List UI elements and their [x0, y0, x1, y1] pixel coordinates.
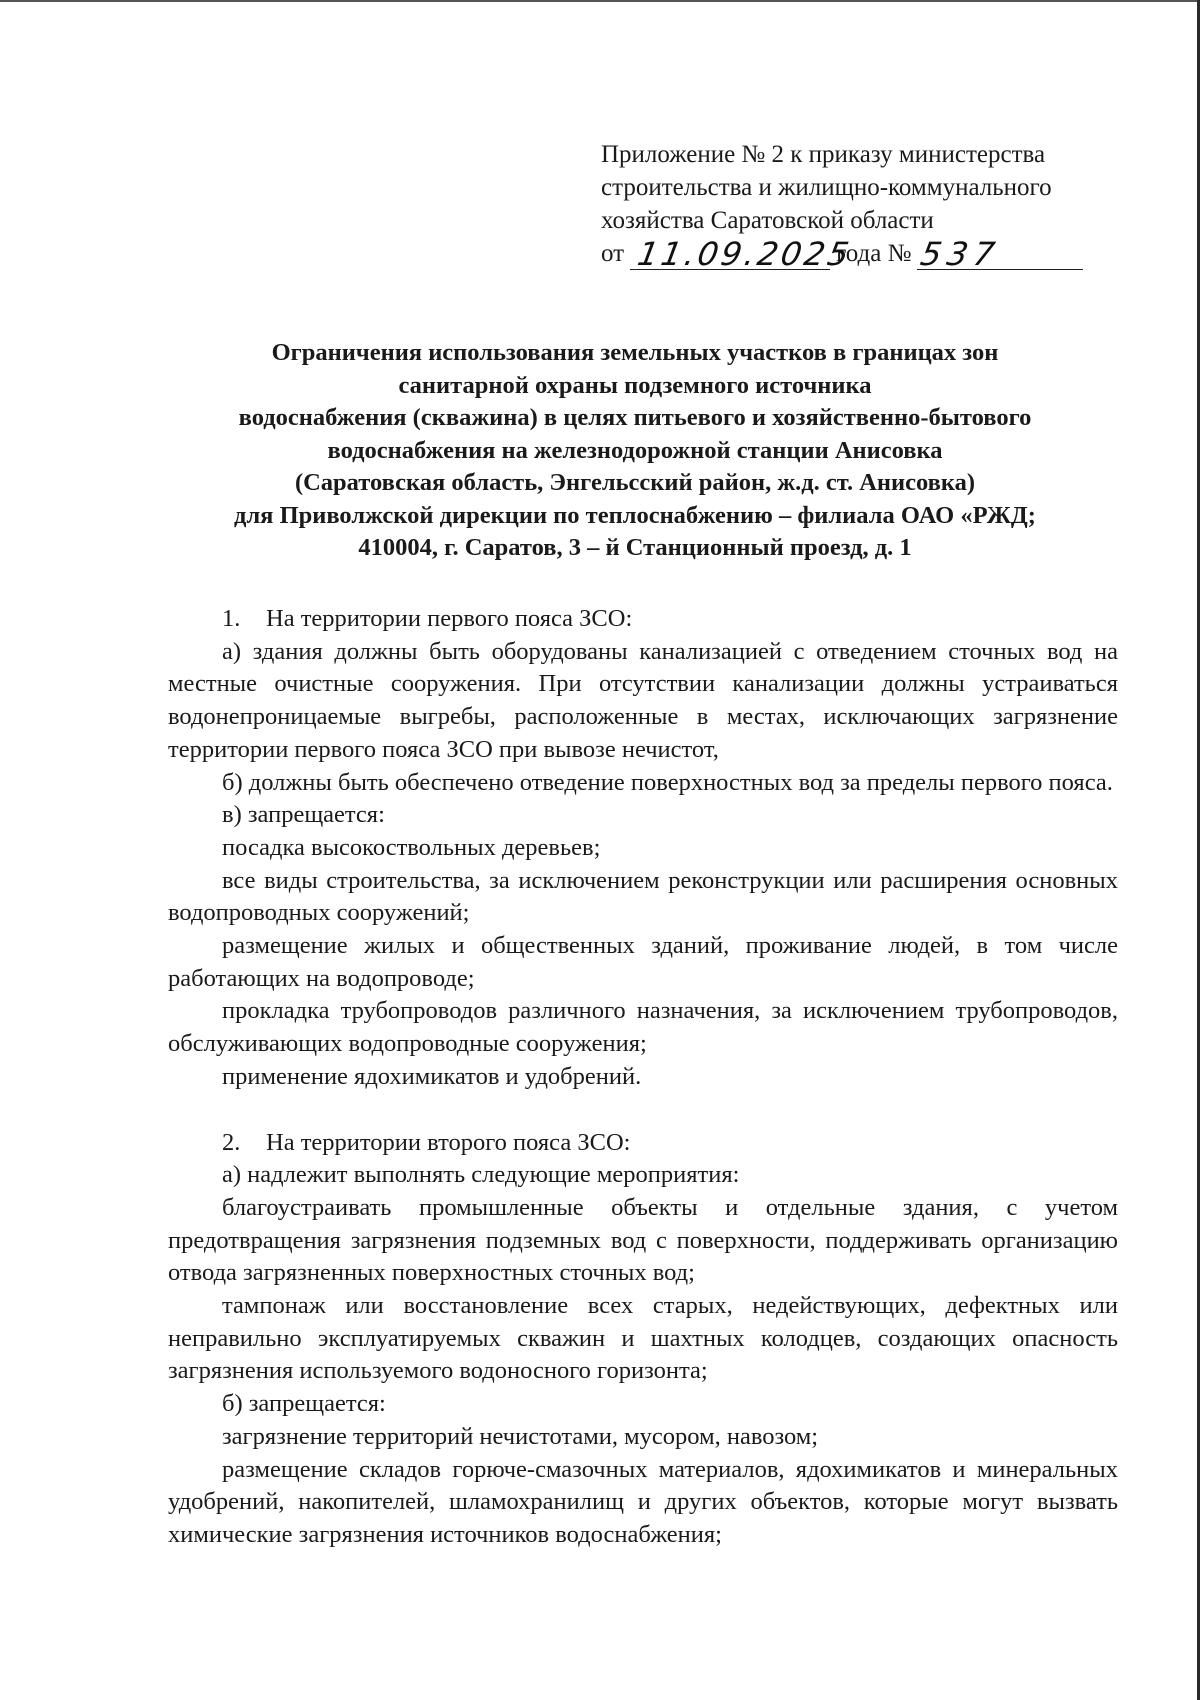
number-field [917, 235, 1083, 273]
paragraph: б) запрещается: [222, 1390, 386, 1418]
number-prefix: года № [836, 240, 912, 267]
paragraph: прокладка трубопроводов различного назначения, за исключением трубопроводов, обслуживающих водопроводные сооружения; [168, 997, 1118, 1058]
section-number: 1. [222, 605, 241, 632]
paragraph: б) должны быть обеспечено отведение поверхностных вод за пределы первого пояса. [222, 768, 1113, 796]
paragraph: а) здания должны быть оборудованы канализацией с отведением сточных вод на местные очистные сооружения. При отсутствии канализации должны устраиваться водонепроницаемые выгребы, расположенные в местах, исключающих загрязнение территории первого пояса ЗСО при вывозе нечистот, [168, 637, 1118, 763]
paragraph: размещение жилых и общественных зданий, проживание людей, в том числе работающих на водопроводе; [168, 932, 1118, 992]
paragraph: в) запрещается: [222, 801, 385, 829]
section-heading-text: На территории первого пояса ЗСО: [266, 605, 633, 632]
date-field [630, 235, 855, 273]
section-heading-text: На территории второго пояса ЗСО: [266, 1128, 631, 1156]
section-2-heading [168, 1127, 1118, 1160]
paragraph: тампонаж или восстановление всех старых, недействующих, дефектных или неправильно эксплуатируемых скважин и шахтных колодцев, создающих опасность загрязнения используемого водоносного горизонта; [168, 1292, 1118, 1385]
header-line: хозяйства Саратовской области [601, 207, 934, 234]
title-line: (Саратовская область, Энгельсский район, ж.д. ст. Анисовка) [294, 469, 976, 496]
paragraph: размещение складов горюче-смазочных материалов, ядохимикатов и минеральных удобрений, накопителей, шламохранилищ и других объектов, которые могут вызвать химические загрязнения источников водоснабжения; [168, 1455, 1118, 1548]
handwritten-date: 11.09.2025 [634, 235, 855, 273]
appendix-header [601, 138, 1121, 273]
order-date-number-line [601, 235, 1121, 273]
paragraph: все виды строительства, за исключением реконструкции или расширения основных водопроводных сооружений; [168, 866, 1118, 927]
paragraph: благоустраивать промышленные объекты и отдельные здания, с учетом предотвращения загрязнения подземных вод с поверхности, поддерживать организацию отвода загрязненных поверхностных сточных вод; [168, 1193, 1118, 1287]
title-line: Ограничения использования земельных участков в границах зон [271, 339, 999, 366]
section-number: 2. [222, 1128, 241, 1156]
section-1-heading [168, 603, 1118, 636]
paragraph: а) надлежит выполнять следующие мероприятия: [222, 1161, 740, 1189]
paragraph: загрязнение территорий нечистотами, мусором, навозом; [222, 1422, 819, 1450]
date-prefix: от [601, 240, 625, 267]
title-line: для Приволжской дирекции по теплоснабжению – филиала ОАО «РЖД; [234, 501, 1036, 529]
title-line: 410004, г. Саратов, 3 – й Станционный проезд, д. 1 [358, 534, 912, 561]
paragraph: посадка высокоствольных деревьев; [222, 833, 601, 861]
title-line: водоснабжения на железнодорожной станции Анисовка [327, 436, 943, 464]
section-spacer [168, 1094, 1118, 1127]
paragraph: применение ядохимикатов и удобрений. [222, 1062, 642, 1090]
title-line: водоснабжения (скважина) в целях питьевого и хозяйственно-бытового [238, 404, 1032, 431]
document-body [168, 603, 1118, 1552]
document-title [150, 337, 1120, 565]
title-line: санитарной охраны подземного источника [398, 371, 872, 399]
scan-top-edge [0, 0, 1200, 2]
handwritten-number: 537 [918, 235, 1004, 273]
header-line: Приложение № 2 к приказу министерства [601, 141, 1046, 168]
header-line: строительства и жилищно-коммунального [601, 174, 1052, 201]
